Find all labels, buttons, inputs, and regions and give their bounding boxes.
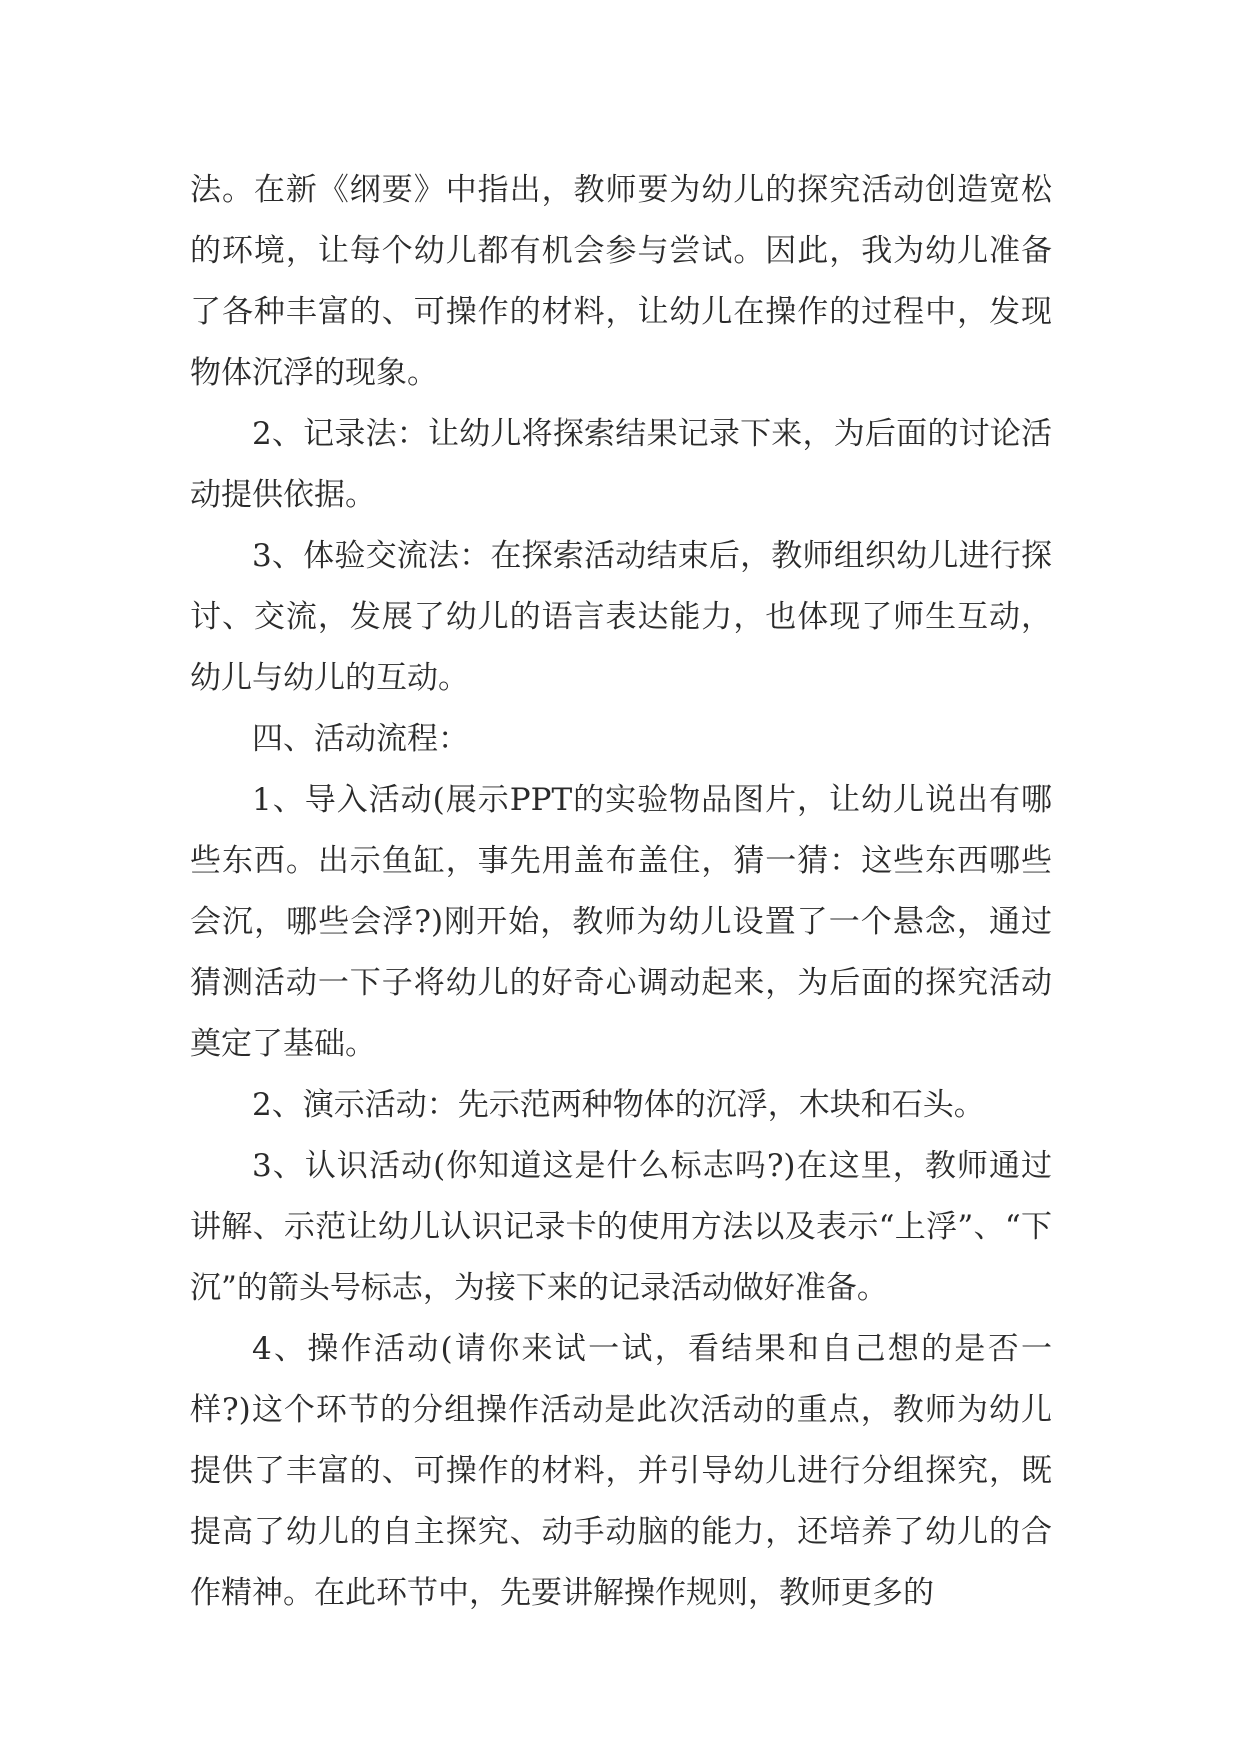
paragraph-continuation: 法。在新《纲要》中指出，教师要为幼儿的探究活动创造宽松的环境，让每个幼儿都有机会参与尝试。因此，我为幼儿准备了各种丰富的、可操作的材料，让幼儿在操作的过程中，发现物体沉浮的现象。	[190, 172, 1052, 391]
paragraph-demo-activity: 2、演示活动：先示范两种物体的沉浮，木块和石头。	[252, 1087, 985, 1123]
paragraph-record-method: 2、记录法：让幼儿将探索结果记录下来，为后面的讨论活动提供依据。	[190, 416, 1052, 513]
paragraph-exchange-method: 3、体验交流法：在探索活动结束后，教师组织幼儿进行探讨、交流，发展了幼儿的语言表达能力，也体现了师生互动，幼儿与幼儿的互动。	[190, 538, 1052, 696]
paragraph-operation-activity: 4、操作活动(请你来试一试，看结果和自己想的是否一样?)这个环节的分组操作活动是此次活动的重点，教师为幼儿提供了丰富的、可操作的材料，并引导幼儿进行分组探究，既提高了幼儿的自主探究、动手动脑的能力，还培养了幼儿的合作精神。在此环节中，先要讲解操作规则，教师更多的	[190, 1331, 1052, 1611]
section-heading-activity-flow: 四、活动流程：	[252, 721, 469, 757]
paragraph-recognition-activity: 3、认识活动(你知道这是什么标志吗?)在这里，教师通过讲解、示范让幼儿认识记录卡的使用方法以及表示“上浮”、“下沉”的箭头号标志，为接下来的记录活动做好准备。	[190, 1148, 1052, 1306]
document-body	[190, 160, 1052, 1624]
paragraph-intro-activity: 1、导入活动(展示PPT的实验物品图片，让幼儿说出有哪些东西。出示鱼缸，事先用盖布盖住，猜一猜：这些东西哪些会沉，哪些会浮?)刚开始，教师为幼儿设置了一个悬念，通过猜测活动一下子将幼儿的好奇心调动起来，为后面的探究活动奠定了基础。	[190, 782, 1052, 1062]
